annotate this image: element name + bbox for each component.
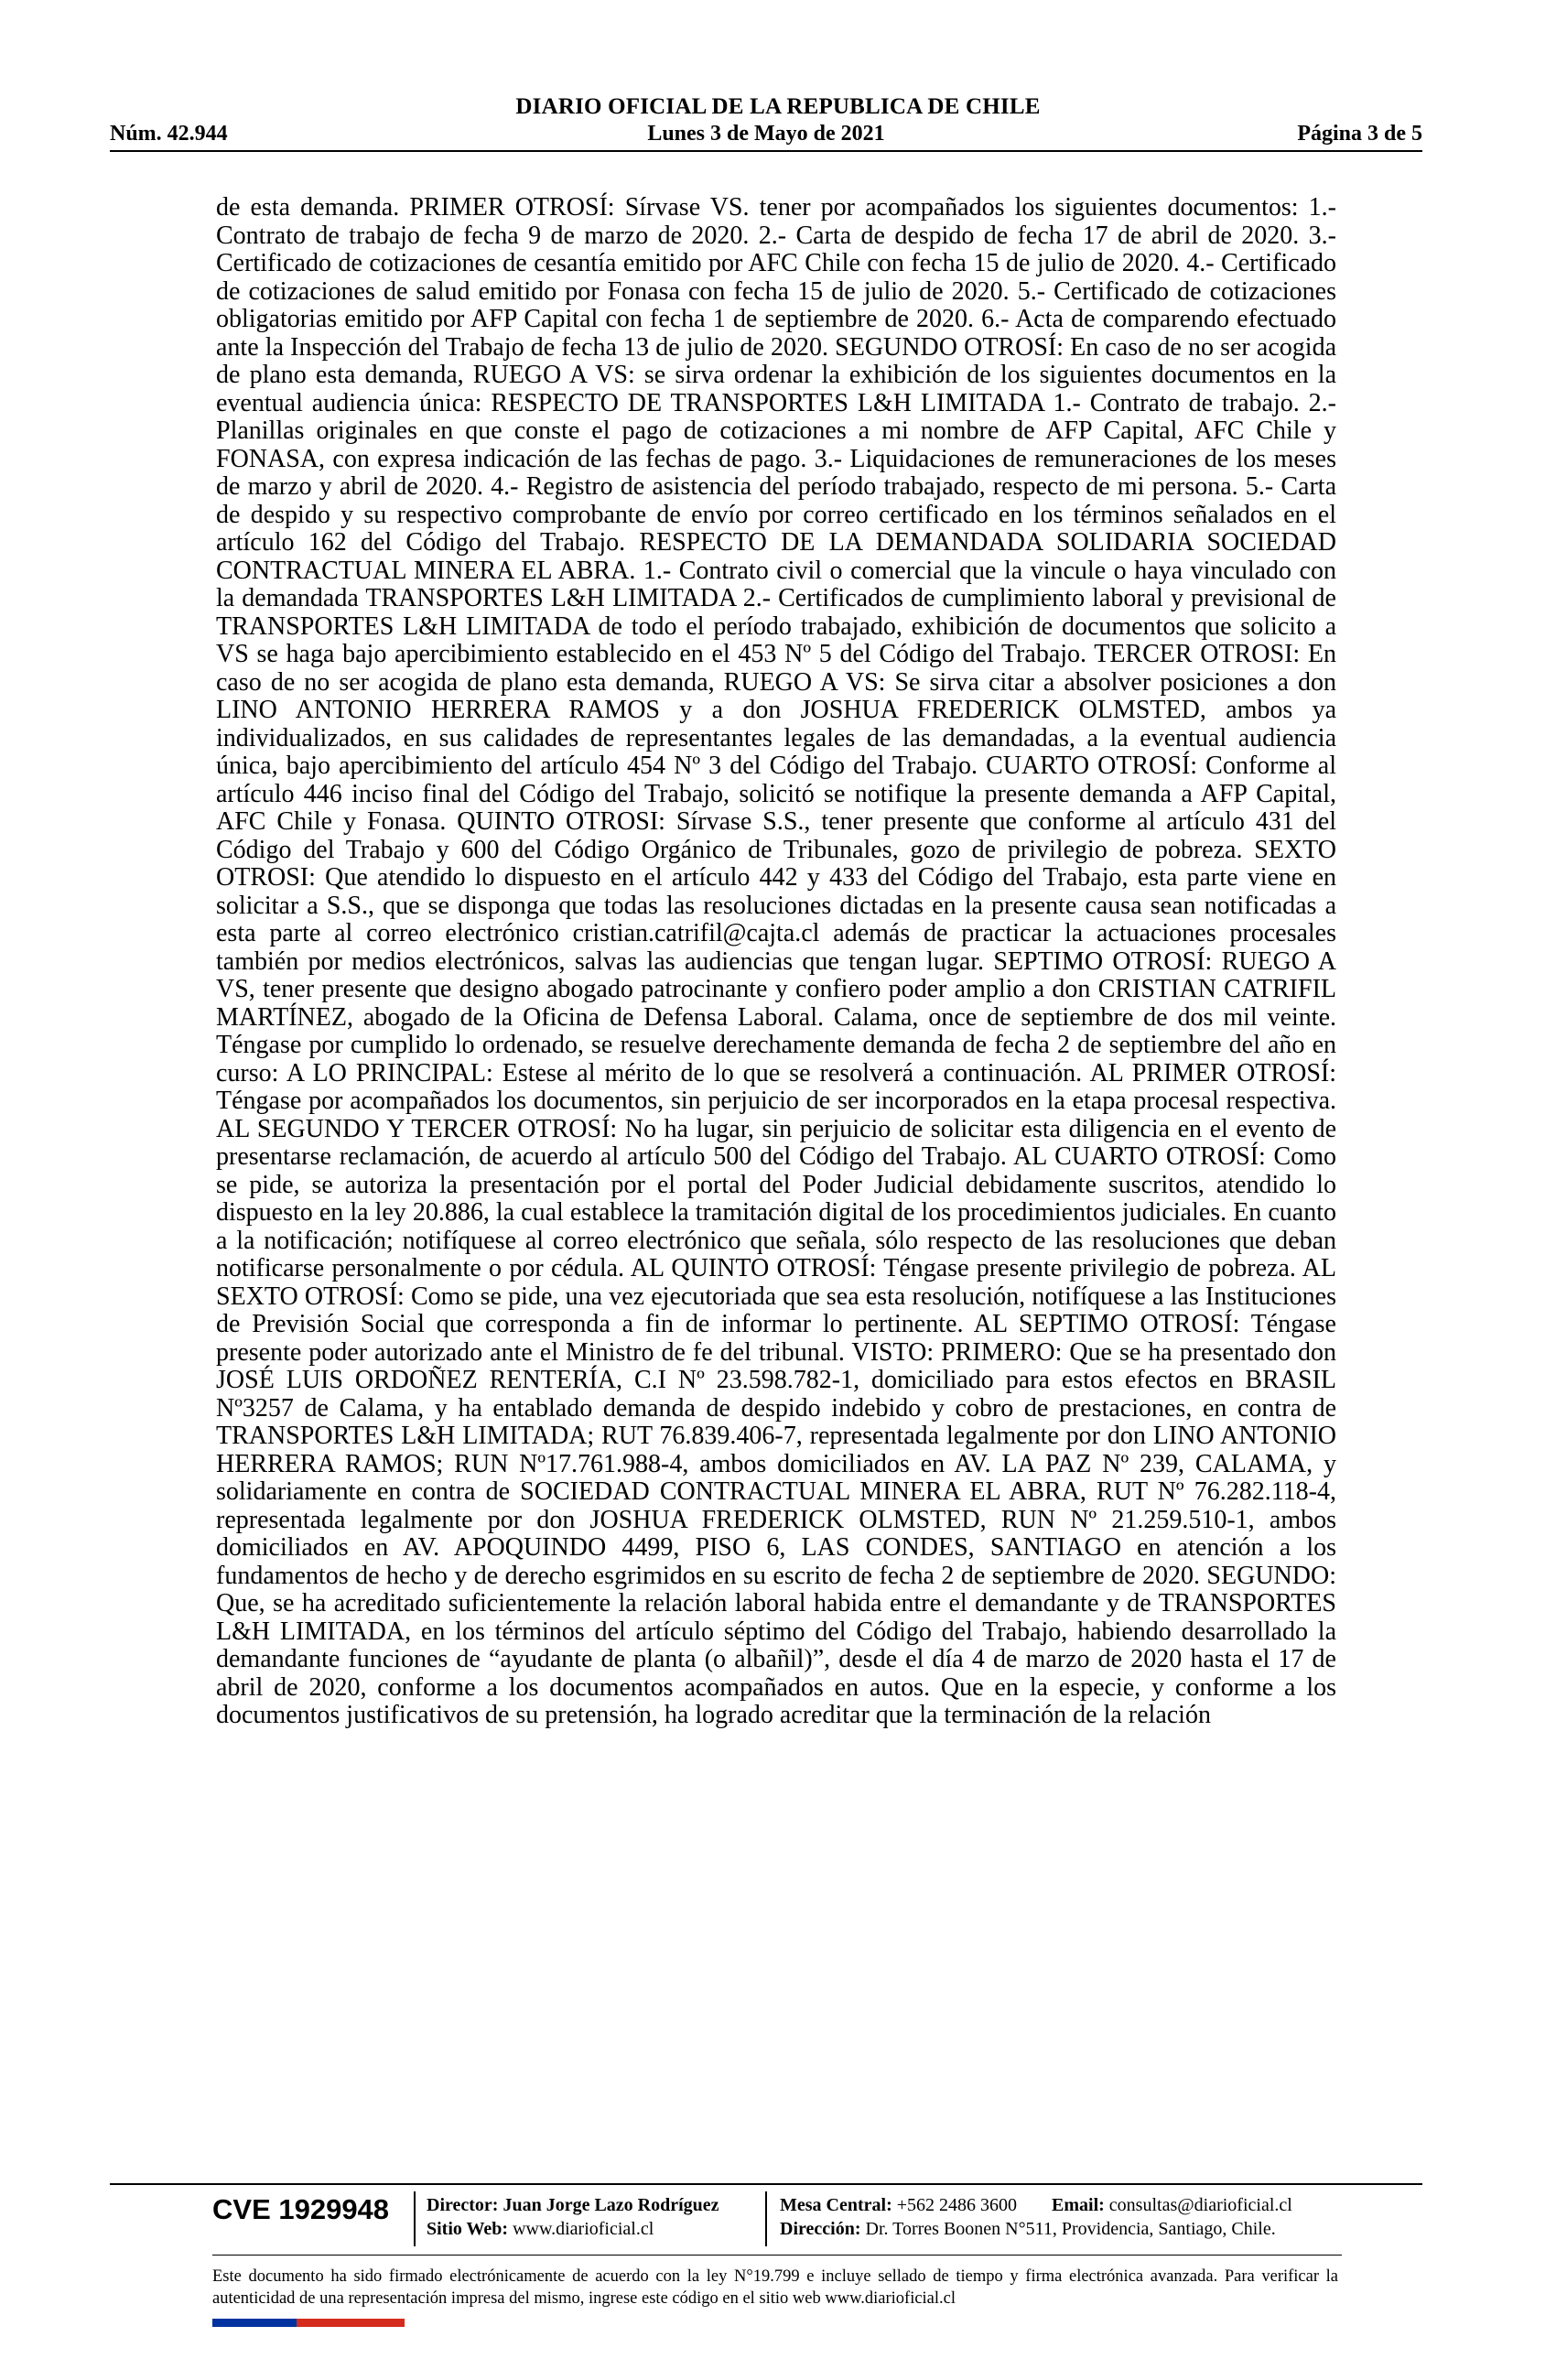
document-body: de esta demanda. PRIMER OTROSÍ: Sírvase VS. tener por acompañados los siguientes documentos: 1.- Contrato de trabajo de fecha 9 de marzo de 2020. 2.- Carta de despido de fecha 17 de abril de 2020. 3.- Certificado de cotizaciones de cesantía emitido por AFC Chile con fecha 15 de julio de 2020. 4.- Certificado de cotizaciones de salud emitido por Fonasa con fecha 15 de julio de 2020. 5.- Certificado de cotizaciones obligatorias emitido por AFP Capital con fecha 1 de septiembre de 2020. 6.- Acta de comparendo efectuado ante la Inspección del Trabajo de fecha 13 de julio de 2020. SEGUNDO OTROSÍ: En caso de no ser acogida de plano esta demanda, RUEGO A VS: se sirva ordenar la exhibición de los siguientes documentos en la eventual audiencia única: RESPECTO DE TRANSPORTES L&H LIMITADA 1.- Contrato de trabajo. 2.- Planillas originales en que conste el pago de cotizaciones a mi nombre de AFP Capital, AFC Chile y FONASA, con expresa indicación de las fechas de pago. 3.- Liquidaciones de remuneraciones de los meses de marzo y abril de 2020. 4.- Registro de asistencia del período trabajado, respecto de mi persona. 5.- Carta de despido y su respectivo comprobante de envío por correo certificado en los términos señalados en el artículo 162 del Código del Trabajo. RESPECTO DE LA DEMANDADA SOLIDARIA SOCIEDAD CONTRACTUAL MINERA EL ABRA. 1.- Contrato civil o comercial que la vincule o haya vinculado con la demandada TRANSPORTES L&H LIMITADA 2.- Certificados de cumplimiento laboral y previsional de TRANSPORTES L&H LIMITADA de todo el período trabajado, exhibición de documentos que solicito a VS se haga bajo apercibimiento establecido en el 453 Nº 5 del Código del Trabajo. TERCER OTROSI: En caso de no ser acogida de plano esta demanda, RUEGO A VS: Se sirva citar a absolver posiciones a don LINO ANTONIO HERRERA RAMOS y a don JOSHUA FREDERICK OLMSTED, ambos ya individualizados, en sus calidades de representantes legales de las demandadas, a la eventual audiencia única, bajo apercibimiento del artículo 454 Nº 3 del Código del Trabajo. CUARTO OTROSÍ: Conforme al artículo 446 inciso final del Código del Trabajo, solicitó se notifique la presente demanda a AFP Capital, AFC Chile y Fonasa. QUINTO OTROSI: Sírvase S.S., tener presente que conforme al artículo 431 del Código del Trabajo y 600 del Código Orgánico de Tribunales, gozo de privilegio de pobreza. SEXTO OTROSI: Que atendido lo dispuesto en el artículo 442 y 433 del Código del Trabajo, esta parte viene en solicitar a S.S., que se disponga que todas las resoluciones dictadas en la presente causa sean notificadas a esta parte al correo electrónico cristian.catrifil@cajta.cl además de practicar la actuaciones procesales también por medios electrónicos, salvas las audiencias que tengan lugar. SEPTIMO OTROSÍ: RUEGO A VS, tener presente que designo abogado patrocinante y confiero poder amplio a don CRISTIAN CATRIFIL MARTÍNEZ, abogado de la Oficina de Defensa Laboral. Calama, once de septiembre de dos mil veinte. Téngase por cumplido lo ordenado, se resuelve derechamente demanda de fecha 2 de septiembre del año en curso: A LO PRINCIPAL: Estese al mérito de lo que se resolverá a continuación. AL PRIMER OTROSÍ: Téngase por acompañados los documentos, sin perjuicio de ser incorporados en la etapa procesal respectiva. AL SEGUNDO Y TERCER OTROSÍ: No ha lugar, sin perjuicio de solicitar esta diligencia en el evento de presentarse reclamación, de acuerdo al artículo 500 del Código del Trabajo. AL CUARTO OTROSÍ: Como se pide, se autoriza la presentación por el portal del Poder Judicial debidamente suscritos, atendido lo dispuesto en la ley 20.886, la cual establece la tramitación digital de los procedimientos judiciales. En cuanto a la notificación; notifíquese al correo electrónico que señala, sólo respecto de las resoluciones que deban notificarse personalmente o por cédula. AL QUINTO OTROSÍ: Téngase presente privilegio de pobreza. AL SEXTO OTROSÍ: Como se pide, una vez ejecutoriada que sea esta resolución, notifíquese a las Instituciones de Previsión Social que corresponda a fin de informar lo pertinente. AL SEPTIMO OTROSÍ: Téngase presente poder autorizado ante el Ministro de fe del tribunal. VISTO: PRIMERO: Que se ha presentado don JOSÉ LUIS ORDOÑEZ RENTERÍA, C.I Nº 23.598.782-1, domiciliado para estos efectos en BRASIL Nº3257 de Calama, y ha entablado demanda de despido indebido y cobro de prestaciones, en contra de TRANSPORTES L&H LIMITADA; RUT 76.839.406-7, representada legalmente por don LINO ANTONIO HERRERA RAMOS; RUN Nº17.761.988-4, ambos domiciliados en AV. LA PAZ Nº 239, CALAMA, y solidariamente en contra de SOCIEDAD CONTRACTUAL MINERA EL ABRA, RUT Nº 76.282.118-4, representada legalmente por don JOSHUA FREDERICK OLMSTED, RUN Nº 21.259.510-1, ambos domiciliados en AV. APOQUINDO 4499, PISO 6, LAS CONDES, SANTIAGO en atención a los fundamentos de hecho y de derecho esgrimidos en su escrito de fecha 2 de septiembre de 2020. SEGUNDO: Que, se ha acreditado suficientemente la relación laboral habida entre el demandante y de TRANSPORTES L&H LIMITADA, en los términos del artículo séptimo del Código del Trabajo, habiendo desarrollado la demandante funciones de “ayudante de planta (o albañil)”, desde el día 4 de marzo de 2020 hasta el 17 de abril de 2020, conforme a los documentos acompañados en autos. Que en la especie, y conforme a los documentos justificativos de su pretensión, ha logrado acreditar que la terminación de la relación: [216, 193, 1336, 1729]
chile-flag-stripe: [212, 2319, 405, 2327]
cve-code: CVE 1929948: [212, 2193, 390, 2225]
director-name: Juan Jorge Lazo Rodríguez: [502, 2195, 719, 2215]
issue-number: Núm. 42.944: [110, 122, 228, 146]
email-link[interactable]: consultas@diarioficial.cl: [1108, 2195, 1292, 2215]
header-divider: [110, 150, 1422, 152]
page-number: Página 3 de 5: [1297, 122, 1422, 146]
footer-separator: [414, 2191, 416, 2246]
director-label: Director:: [427, 2195, 499, 2215]
flag-blue-segment: [212, 2319, 297, 2327]
phone-number: +562 2486 3600: [896, 2195, 1018, 2215]
flag-red-segment: [297, 2319, 405, 2327]
footer-contact-block: [780, 2193, 1292, 2241]
website-label: Sitio Web:: [427, 2219, 509, 2239]
website-link[interactable]: www.diarioficial.cl: [513, 2219, 654, 2239]
header-row: [110, 122, 1422, 151]
address-label: Dirección:: [780, 2219, 861, 2239]
phone-label: Mesa Central:: [780, 2195, 892, 2215]
issue-date: Lunes 3 de Mayo de 2021: [647, 122, 885, 146]
footer-director-block: [427, 2193, 719, 2241]
footer-inner-divider: [212, 2255, 1342, 2256]
newspaper-title: DIARIO OFICIAL DE LA REPUBLICA DE CHILE: [515, 94, 1041, 119]
email-label: Email:: [1052, 2195, 1105, 2215]
footer-divider: [110, 2183, 1422, 2185]
footer-separator: [765, 2191, 767, 2246]
signature-disclaimer: Este documento ha sido firmado electrónicamente de acuerdo con la ley N°19.799 e incluye sellado de tiempo y firma electrónica avanzada. Para verificar la autenticidad de una representación impresa del mismo, ingrese este código en el sitio web www.diarioficial.cl: [212, 2267, 1338, 2308]
address-value: Dr. Torres Boonen N°511, Providencia, Santiago, Chile.: [865, 2219, 1276, 2239]
